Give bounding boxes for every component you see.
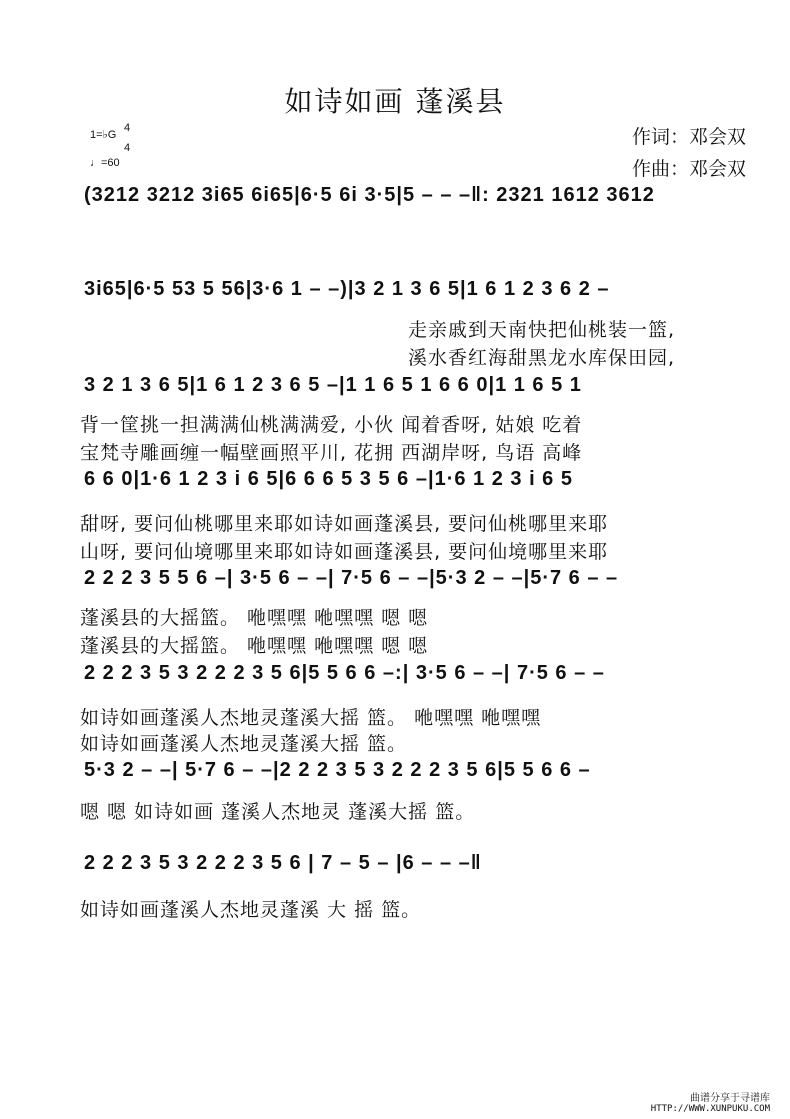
lyrics-line-verse-1: 甜呀, 要问仙桃哪里来耶如诗如画蓬溪县, 要问仙桃哪里来耶 (80, 513, 609, 535)
lyrics-line-verse-1: 蓬溪县的大摇篮。 咃嘿嘿 咃嘿嘿 嗯 嗯 (80, 607, 429, 629)
lyrics-line-verse-1: 走亲戚到天南快把仙桃装一篮, (408, 319, 676, 341)
lyrics-line-verse-1: 背一筐挑一担满满仙桃满满爱, 小伙 闻着香呀, 姑娘 吃着 (80, 414, 583, 436)
score-notes-row: 3 2 1 3 6 5|1 6 1 2 3 6 5 –|1 1 6 5 1 6 6 0|1 1 6 5 1 (84, 374, 582, 396)
song-title: 如诗如画 蓬溪县 (284, 85, 506, 118)
score-notes-row: 2 2 2 3 5 3 2 2 2 3 5 6|5 5 6 6 –:| 3·5 6 – –| 7·5 6 – – (84, 662, 605, 684)
score-notes-row: 6 6 0|1·6 1 2 3 i 6 5|6 6 6 5 3 5 6 –|1·6 1 2 3 i 6 5 (84, 468, 573, 490)
lyricist-credit: 作词：邓会双 (632, 126, 747, 148)
site-label: 曲谱分享于寻谱库 (690, 1093, 770, 1104)
time-signature-top: 4 (124, 122, 131, 134)
lyrics-line: 嗯 嗯 如诗如画 蓬溪人杰地灵 蓬溪大摇 篮。 (80, 801, 476, 823)
lyrics-line-verse-2: 蓬溪县的大摇篮。 咃嘿嘿 咃嘿嘿 嗯 嗯 (80, 635, 429, 657)
score-notes-row: 5·3 2 – –| 5·7 6 – –|2 2 2 3 5 3 2 2 2 3 5 6|5 5 6 6 – (84, 759, 591, 781)
lyrics-line-verse-2: 宝梵寺雕画缠一幅壁画照平川, 花拥 西湖岸呀, 鸟语 高峰 (80, 442, 583, 464)
score-notes-row: 2 2 2 3 5 3 2 2 2 3 5 6 | 7 – 5 – |6 – – –‖ (84, 852, 482, 874)
score-notes-row: 3i65|6·5 53 5 56|3·6 1 – –)|3 2 1 3 6 5|1 6 1 2 3 6 2 – (84, 278, 610, 300)
tempo-mark: ♩=60 (90, 157, 120, 169)
score-notes-row: (3212 3212 3i65 6i65|6·5 6i 3·5|5 – – –‖: 2321 1612 3612 (84, 184, 655, 206)
lyrics-line-verse-2: 如诗如画蓬溪人杰地灵蓬溪大摇 篮。 (80, 733, 408, 755)
time-signature-bottom: 4 (124, 142, 131, 154)
lyrics-line: 如诗如画蓬溪人杰地灵蓬溪 大 摇 篮。 (80, 899, 422, 921)
lyrics-line-verse-2: 山呀, 要问仙境哪里来耶如诗如画蓬溪县, 要问仙境哪里来耶 (80, 541, 609, 563)
site-url[interactable]: HTTP://WWW.XUNPUKU.COM (650, 1104, 770, 1114)
key-signature: 1=♭G (90, 129, 117, 141)
lyrics-line-verse-1: 如诗如画蓬溪人杰地灵蓬溪大摇 篮。 咃嘿嘿 咃嘿嘿 (80, 707, 542, 729)
lyrics-line-verse-2: 溪水香红海甜黑龙水库保田园, (408, 347, 676, 369)
score-notes-row: 2 2 2 3 5 5 6 –| 3·5 6 – –| 7·5 6 – –|5·3 2 – –|5·7 6 – – (84, 567, 619, 589)
composer-credit: 作曲：邓会双 (632, 158, 747, 180)
